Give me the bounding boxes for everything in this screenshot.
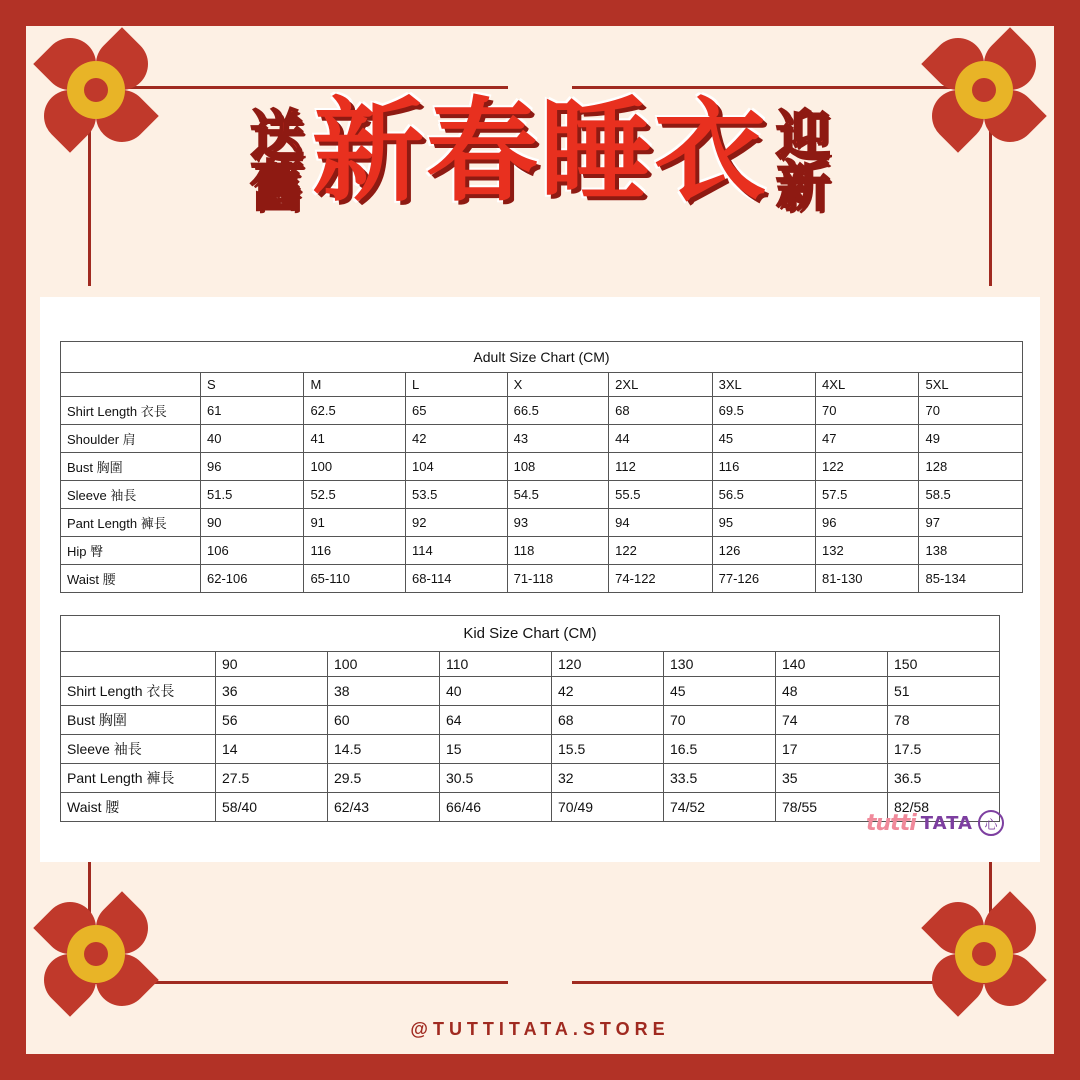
table-cell: 33.5 — [664, 764, 776, 793]
table-cell: 48 — [776, 677, 888, 706]
adult-chart-title: Adult Size Chart (CM) — [60, 341, 1023, 372]
table-row — [61, 453, 1023, 481]
table-cell: 55.5 — [609, 481, 712, 509]
table-cell: 42 — [552, 677, 664, 706]
table-cell: 122 — [609, 537, 712, 565]
row-label: Shirt Length 衣長 — [61, 397, 201, 425]
brand-mark-icon: 心 — [978, 810, 1004, 836]
column-header: 100 — [328, 652, 440, 677]
column-header: 150 — [888, 652, 1000, 677]
table-cell: 114 — [406, 537, 508, 565]
table-header-row — [61, 373, 1023, 397]
table-cell: 81-130 — [816, 565, 919, 593]
table-cell: 35 — [776, 764, 888, 793]
row-label: Pant Length 褲長 — [61, 764, 216, 793]
table-cell: 40 — [440, 677, 552, 706]
table-cell: 132 — [816, 537, 919, 565]
table-cell: 96 — [201, 453, 304, 481]
headline-left-bottom: 舊 — [250, 155, 304, 219]
table-cell: 64 — [440, 706, 552, 735]
table-cell: 36.5 — [888, 764, 1000, 793]
table-cell: 118 — [507, 537, 609, 565]
table-cell: 106 — [201, 537, 304, 565]
table-cell: 49 — [919, 425, 1023, 453]
table-row — [61, 397, 1023, 425]
table-cell: 58.5 — [919, 481, 1023, 509]
row-label: Sleeve 袖長 — [61, 735, 216, 764]
table-cell: 15 — [440, 735, 552, 764]
table-cell: 15.5 — [552, 735, 664, 764]
table-cell: 91 — [304, 509, 406, 537]
table-cell: 27.5 — [216, 764, 328, 793]
table-cell: 43 — [507, 425, 609, 453]
table-cell: 38 — [328, 677, 440, 706]
row-label: Waist 腰 — [61, 565, 201, 593]
column-header — [61, 373, 201, 397]
table-row — [61, 793, 1000, 822]
table-cell: 68-114 — [406, 565, 508, 593]
table-cell: 62-106 — [201, 565, 304, 593]
table-cell: 74 — [776, 706, 888, 735]
table-cell: 82/58 — [888, 793, 1000, 822]
table-cell: 112 — [609, 453, 712, 481]
table-row — [61, 764, 1000, 793]
headline-left-stack — [250, 92, 304, 219]
table-cell: 56 — [216, 706, 328, 735]
table-cell: 116 — [712, 453, 815, 481]
flower-ornament-icon — [36, 894, 156, 1014]
table-cell: 14 — [216, 735, 328, 764]
table-row — [61, 537, 1023, 565]
table-row — [61, 706, 1000, 735]
brand-tutti: tutti — [866, 810, 916, 836]
table-cell: 56.5 — [712, 481, 815, 509]
table-cell: 44 — [609, 425, 712, 453]
table-cell: 14.5 — [328, 735, 440, 764]
column-header — [61, 652, 216, 677]
table-row — [61, 565, 1023, 593]
table-cell: 45 — [712, 425, 815, 453]
column-header: 140 — [776, 652, 888, 677]
table-cell: 65-110 — [304, 565, 406, 593]
table-cell: 51.5 — [201, 481, 304, 509]
table-cell: 41 — [304, 425, 406, 453]
table-cell: 126 — [712, 537, 815, 565]
table-cell: 57.5 — [816, 481, 919, 509]
table-cell: 128 — [919, 453, 1023, 481]
flower-ornament-icon — [924, 894, 1044, 1014]
table-cell: 74-122 — [609, 565, 712, 593]
table-cell: 71-118 — [507, 565, 609, 593]
table-cell: 78 — [888, 706, 1000, 735]
adult-size-chart — [60, 341, 1023, 593]
table-cell: 32 — [552, 764, 664, 793]
table-cell: 138 — [919, 537, 1023, 565]
headline-main: 新春睡衣 — [312, 86, 768, 217]
table-cell: 74/52 — [664, 793, 776, 822]
table-cell: 94 — [609, 509, 712, 537]
headline-right-bottom: 新 — [776, 155, 830, 219]
table-cell: 40 — [201, 425, 304, 453]
size-chart-card — [40, 297, 1040, 862]
table-cell: 16.5 — [664, 735, 776, 764]
table-cell: 96 — [816, 509, 919, 537]
column-header: 5XL — [919, 373, 1023, 397]
table-cell: 54.5 — [507, 481, 609, 509]
table-cell: 92 — [406, 509, 508, 537]
table-cell: 29.5 — [328, 764, 440, 793]
table-cell: 62.5 — [304, 397, 406, 425]
table-header-row — [61, 652, 1000, 677]
table-cell: 51 — [888, 677, 1000, 706]
row-label: Shoulder 肩 — [61, 425, 201, 453]
column-header: M — [304, 373, 406, 397]
row-label: Bust 胸圍 — [61, 706, 216, 735]
table-cell: 93 — [507, 509, 609, 537]
table-row — [61, 677, 1000, 706]
table-cell: 42 — [406, 425, 508, 453]
row-label: Pant Length 褲長 — [61, 509, 201, 537]
column-header: 90 — [216, 652, 328, 677]
row-label: Sleeve 袖長 — [61, 481, 201, 509]
headline-left-top: 送 — [250, 104, 304, 167]
table-row — [61, 425, 1023, 453]
table-row — [61, 509, 1023, 537]
table-cell: 58/40 — [216, 793, 328, 822]
kid-chart-title: Kid Size Chart (CM) — [60, 615, 1000, 651]
headline-right-top: 迎 — [776, 104, 830, 167]
table-cell: 66/46 — [440, 793, 552, 822]
table-cell: 60 — [328, 706, 440, 735]
headline-right-stack — [776, 92, 830, 219]
row-label: Hip 臀 — [61, 537, 201, 565]
adult-size-table — [60, 372, 1023, 593]
table-cell: 68 — [609, 397, 712, 425]
table-cell: 52.5 — [304, 481, 406, 509]
table-cell: 122 — [816, 453, 919, 481]
table-cell: 97 — [919, 509, 1023, 537]
table-cell: 108 — [507, 453, 609, 481]
column-header: X — [507, 373, 609, 397]
column-header: 4XL — [816, 373, 919, 397]
table-row — [61, 735, 1000, 764]
table-cell: 70 — [919, 397, 1023, 425]
table-cell: 30.5 — [440, 764, 552, 793]
kid-size-chart — [60, 615, 1000, 822]
table-cell: 95 — [712, 509, 815, 537]
table-cell: 17 — [776, 735, 888, 764]
table-cell: 85-134 — [919, 565, 1023, 593]
column-header: 110 — [440, 652, 552, 677]
table-cell: 77-126 — [712, 565, 815, 593]
table-cell: 69.5 — [712, 397, 815, 425]
table-cell: 104 — [406, 453, 508, 481]
row-label: Shirt Length 衣長 — [61, 677, 216, 706]
footer-handle: @TUTTITATA.STORE — [410, 1019, 670, 1039]
headline — [0, 86, 1080, 219]
table-cell: 47 — [816, 425, 919, 453]
kid-size-table — [60, 651, 1000, 822]
brand-logo — [866, 810, 1004, 836]
table-cell: 53.5 — [406, 481, 508, 509]
table-cell: 116 — [304, 537, 406, 565]
table-cell: 65 — [406, 397, 508, 425]
table-cell: 62/43 — [328, 793, 440, 822]
table-cell: 78/55 — [776, 793, 888, 822]
table-cell: 70 — [816, 397, 919, 425]
column-header: L — [406, 373, 508, 397]
column-header: S — [201, 373, 304, 397]
column-header: 3XL — [712, 373, 815, 397]
column-header: 2XL — [609, 373, 712, 397]
row-label: Waist 腰 — [61, 793, 216, 822]
table-cell: 70/49 — [552, 793, 664, 822]
table-cell: 66.5 — [507, 397, 609, 425]
row-label: Bust 胸圍 — [61, 453, 201, 481]
table-cell: 36 — [216, 677, 328, 706]
table-row — [61, 481, 1023, 509]
column-header: 130 — [664, 652, 776, 677]
table-cell: 68 — [552, 706, 664, 735]
table-cell: 90 — [201, 509, 304, 537]
table-cell: 45 — [664, 677, 776, 706]
table-cell: 100 — [304, 453, 406, 481]
column-header: 120 — [552, 652, 664, 677]
table-cell: 61 — [201, 397, 304, 425]
table-cell: 17.5 — [888, 735, 1000, 764]
brand-tata: TATA — [920, 812, 973, 834]
table-cell: 70 — [664, 706, 776, 735]
